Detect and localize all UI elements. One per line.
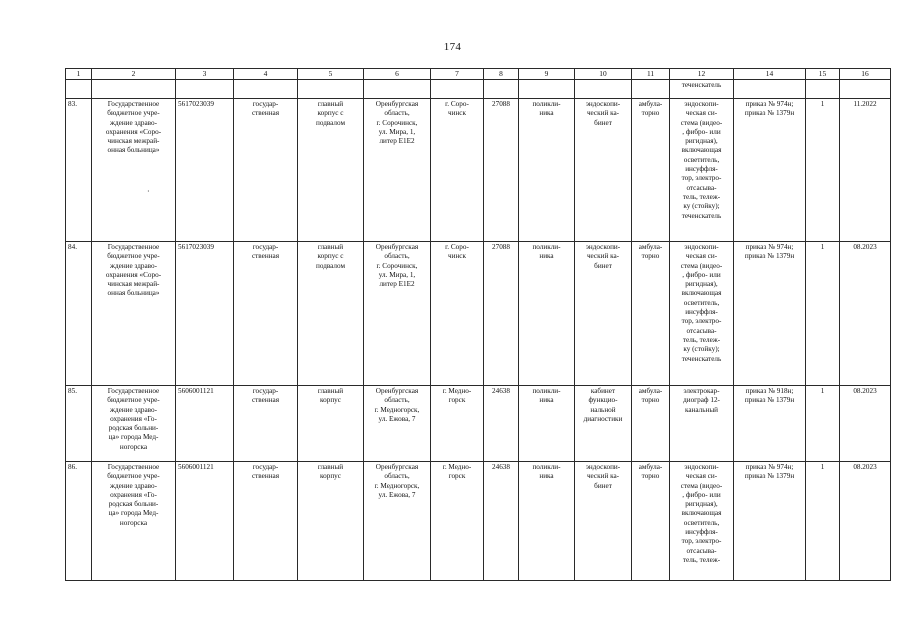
care-cell: амбула- торно [632, 99, 670, 242]
inn-cell: 5606001121 [176, 386, 234, 462]
organization-cell: Государственное бюджетное учре- ждение здраво- охранения «Го- родская больни- ца» города Мед- ногорска [92, 462, 176, 581]
row-number: 86. [66, 462, 92, 581]
row-number: 85. [66, 386, 92, 462]
city-cell: г. Соро- чинск [431, 99, 484, 242]
date-cell: 08.2023 [840, 386, 891, 462]
scan-dot: · [147, 187, 150, 196]
inn-cell: 5617023039 [176, 242, 234, 386]
continuation-row [66, 80, 891, 99]
inn-cell: 5606001121 [176, 462, 234, 581]
quantity-cell: 1 [806, 386, 840, 462]
address-cell: Оренбургская область, г. Медногорск, ул. Ежова, 7 [364, 386, 431, 462]
building-cell: главный корпус с подвалом [298, 242, 364, 386]
ownership-cell: государ- ственная [234, 99, 298, 242]
column-number: 11 [632, 69, 670, 80]
column-number: 2 [92, 69, 176, 80]
equipment-cell: электрокар- диограф 12- канальный [670, 386, 734, 462]
order-cell: приказ № 974н; приказ № 1379н [734, 242, 806, 386]
order-cell: приказ № 918н; приказ № 1379н [734, 386, 806, 462]
date-cell: 08.2023 [840, 242, 891, 386]
unit-cell: поликли- ника [519, 99, 575, 242]
column-number: 12 [670, 69, 734, 80]
row-number: 84. [66, 242, 92, 386]
column-number: 16 [840, 69, 891, 80]
building-cell: главный корпус [298, 386, 364, 462]
column-number: 10 [575, 69, 632, 80]
room-cell: эндоскопи- ческий ка- бинет [575, 99, 632, 242]
care-cell: амбула- торно [632, 386, 670, 462]
quantity-cell: 1 [806, 99, 840, 242]
ownership-cell: государ- ственная [234, 386, 298, 462]
organization-cell: Государственное бюджетное учре- ждение здраво- охранения «Соро- чинская межрай- онная больница» [92, 99, 176, 242]
inn-cell: 5617023039 [176, 99, 234, 242]
order-cell: приказ № 974н; приказ № 1379н [734, 99, 806, 242]
column-number: 14 [734, 69, 806, 80]
row-number: 83. [66, 99, 92, 242]
column-number: 4 [234, 69, 298, 80]
organization-cell: Государственное бюджетное учре- ждение здраво- охранения «Го- родская больни- ца» города Мед- ногорска [92, 386, 176, 462]
building-cell: главный корпус с подвалом [298, 99, 364, 242]
quantity-cell: 1 [806, 242, 840, 386]
city-cell: г. Соро- чинск [431, 242, 484, 386]
column-number: 3 [176, 69, 234, 80]
building-cell: главный корпус [298, 462, 364, 581]
code-cell: 24638 [484, 462, 519, 581]
equipment-cell: эндоскопи- ческая си- стема (видео- , фибро- или ригидная), включающая осветитель, инсуффля- тор, электро- отсасыва- тель, тележ- [670, 462, 734, 581]
city-cell: г. Медно- горск [431, 462, 484, 581]
ownership-cell: государ- ственная [234, 462, 298, 581]
code-cell: 27088 [484, 99, 519, 242]
page-number: 174 [443, 41, 462, 53]
unit-cell: поликли- ника [519, 386, 575, 462]
table-row [66, 242, 891, 386]
room-cell: эндоскопи- ческий ка- бинет [575, 462, 632, 581]
date-cell: 08.2023 [840, 462, 891, 581]
code-cell: 24638 [484, 386, 519, 462]
room-cell: эндоскопи- ческий ка- бинет [575, 242, 632, 386]
quantity-cell: 1 [806, 462, 840, 581]
organization-cell: Государственное бюджетное учре- ждение здраво- охранения «Соро- чинская межрай- онная больница» [92, 242, 176, 386]
equipment-cell: эндоскопи- ческая си- стема (видео- , фибро- или ригидная), включающая осветитель, инсуффля- тор, электро- отсасыва- тель, тележ- ку (стойку); теченскатель [670, 242, 734, 386]
register-table [65, 68, 891, 581]
room-cell: кабинет функцио- нальной диагностики [575, 386, 632, 462]
care-cell: амбула- торно [632, 242, 670, 386]
code-cell: 27088 [484, 242, 519, 386]
column-number: 15 [806, 69, 840, 80]
table-row [66, 386, 891, 462]
column-number: 9 [519, 69, 575, 80]
column-number: 5 [298, 69, 364, 80]
table-row [66, 99, 891, 242]
column-number-row [66, 69, 891, 80]
column-number: 8 [484, 69, 519, 80]
equipment-cell: эндоскопи- ческая си- стема (видео- , фибро- или ригидная), включающая осветитель, инсуффля- тор, электро- отсасыва- тель, тележ- ку (стойку); теченскатель [670, 99, 734, 242]
order-cell: приказ № 974н; приказ № 1379н [734, 462, 806, 581]
ownership-cell: государ- ственная [234, 242, 298, 386]
table-row [66, 462, 891, 581]
address-cell: Оренбургская область, г. Сорочинск, ул. Мира, 1, литер Е1Е2 [364, 99, 431, 242]
date-cell: 11.2022 [840, 99, 891, 242]
city-cell: г. Медно- горск [431, 386, 484, 462]
care-cell: амбула- торно [632, 462, 670, 581]
address-cell: Оренбургская область, г. Сорочинск, ул. Мира, 1, литер Е1Е2 [364, 242, 431, 386]
address-cell: Оренбургская область, г. Медногорск, ул. Ежова, 7 [364, 462, 431, 581]
unit-cell: поликли- ника [519, 462, 575, 581]
column-number: 7 [431, 69, 484, 80]
column-number: 6 [364, 69, 431, 80]
continuation-cell: теченскатель [670, 80, 734, 99]
unit-cell: поликли- ника [519, 242, 575, 386]
column-number: 1 [66, 69, 92, 80]
